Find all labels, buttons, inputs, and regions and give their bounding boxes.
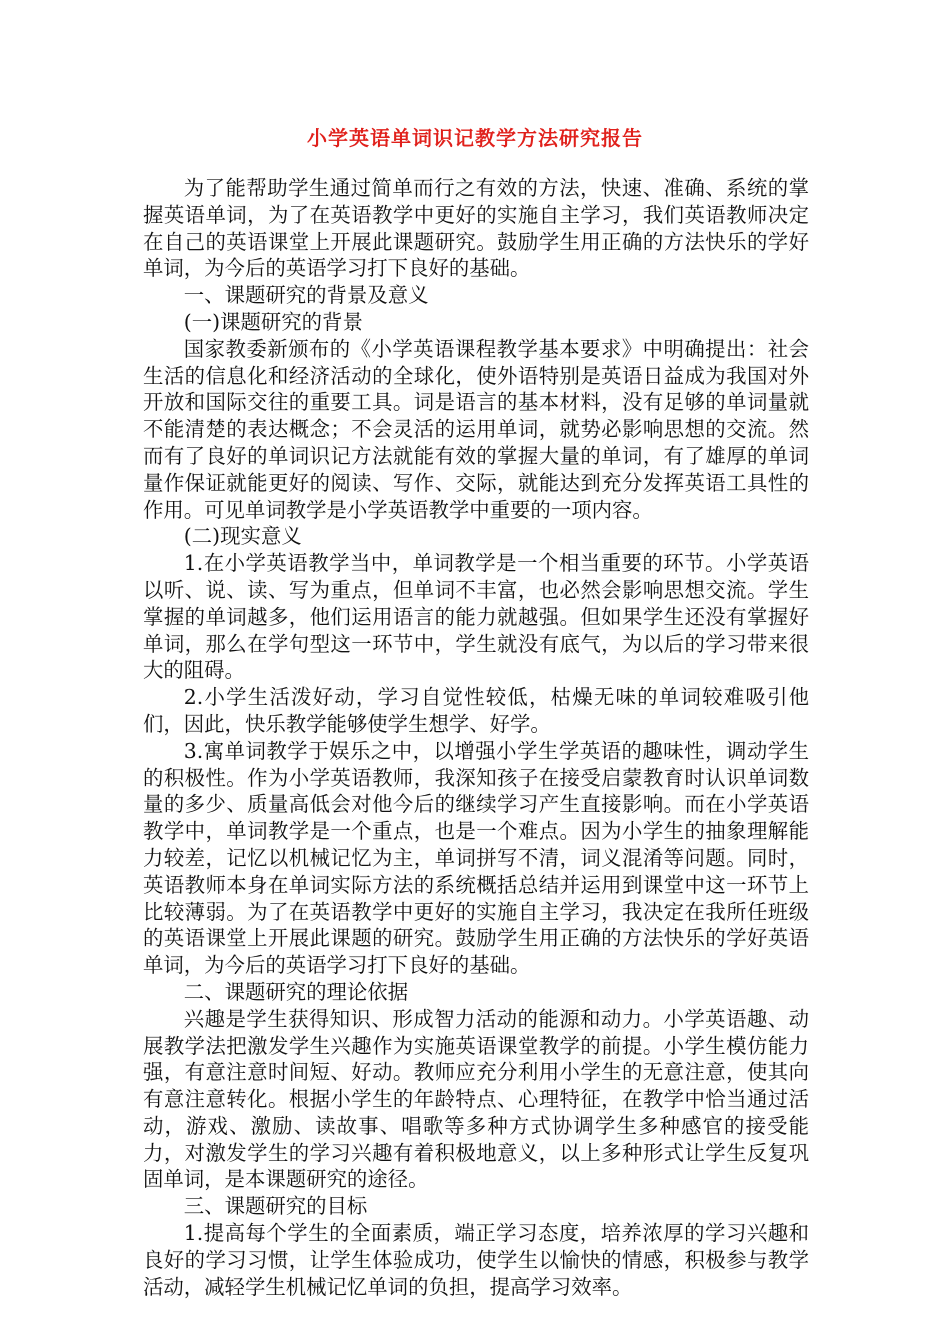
paragraph-significance-2: 2.小学生活泼好动，学习自觉性较低，枯燥无味的单词较难吸引他们，因此，快乐教学能够使学生想学、好学。 xyxy=(143,685,809,736)
paragraph-theory: 兴趣是学生获得知识、形成智力活动的能源和动力。小学英语趣、动展教学法把激发学生兴趣作为实施英语课堂教学的前提。小学生模仿能力强，有意注意时间短、好动。教师应充分利用小学生的无意注意，使其向有意注意转化。根据小学生的年龄特点、心理特征，在教学中恰当通过活动，游戏、激励、读故事、唱歌等多种方式协调学生多种感官的接受能力，对激发学生的学习兴趣有着积极地意义，以上多种形式让学生反复巩固单词，是本课题研究的途径。 xyxy=(143,1006,809,1192)
heading-section-1: 一、课题研究的背景及意义 xyxy=(183,283,429,308)
heading-subsection-1-1: (一)课题研究的背景 xyxy=(183,309,363,334)
paragraph-intro: 为了能帮助学生通过简单而行之有效的方法，快速、准确、系统的掌握英语单词，为了在英语教学中更好的实施自主学习，我们英语教师决定在自己的英语课堂上开展此课题研究。鼓励学生用正确的方法快乐的学好单词，为今后的英语学习打下良好的基础。 xyxy=(143,176,809,281)
heading-section-2: 二、课题研究的理论依据 xyxy=(183,979,409,1004)
document-body xyxy=(143,175,809,1300)
paragraph-significance-3: 3.寓单词教学于娱乐之中，以增强小学生学英语的趣味性，调动学生的积极性。作为小学英语教师，我深知孩子在接受启蒙教育时认识单词数量的多少、质量高低会对他今后的继续学习产生直接影响。而在小学英语教学中，单词教学是一个重点，也是一个难点。因为小学生的抽象理解能力较差，记忆以机械记忆为主，单词拼写不清，词义混淆等问题。同时，英语教师本身在单词实际方法的系统概括总结并运用到课堂中这一环节上比较薄弱。为了在英语教学中更好的实施自主学习，我决定在我所任班级的英语课堂上开展此课题的研究。鼓励学生用正确的方法快乐的学好英语单词，为今后的英语学习打下良好的基础。 xyxy=(143,738,809,978)
paragraph-background: 国家教委新颁布的《小学英语课程教学基本要求》中明确提出：社会生活的信息化和经济活动的全球化，使外语特别是英语日益成为我国对外开放和国际交往的重要工具。词是语言的基本材料，没有足够的单词量就不能清楚的表达概念；不会灵活的运用单词，就势必影响思想的交流。然而有了良好的单词识记方法就能有效的掌握大量的单词，有了雄厚的单词量作保证就能更好的阅读、写作、交际，就能达到充分发挥英语工具性的作用。可见单词教学是小学英语教学中重要的一项内容。 xyxy=(143,336,809,522)
heading-subsection-1-2: (二)现实意义 xyxy=(183,524,302,549)
document-title: 小学英语单词识记教学方法研究报告 xyxy=(307,126,643,150)
paragraph-significance-1: 1.在小学英语教学当中，单词教学是一个相当重要的环节。小学英语以听、说、读、写为重点，但单词不丰富，也必然会影响思想交流。学生掌握的单词越多，他们运用语言的能力就越强。但如果学生还没有掌握好单词，那么在学句型这一环节中，学生就没有底气，为以后的学习带来很大的阻碍。 xyxy=(143,551,809,683)
paragraph-goal-1: 1.提高每个学生的全面素质，端正学习态度，培养浓厚的学习兴趣和良好的学习习惯，让学生体验成功，使学生以愉快的情感，积极参与教学活动，减轻学生机械记忆单词的负担，提高学习效率。 xyxy=(143,1221,809,1299)
heading-section-3: 三、课题研究的目标 xyxy=(183,1194,368,1219)
